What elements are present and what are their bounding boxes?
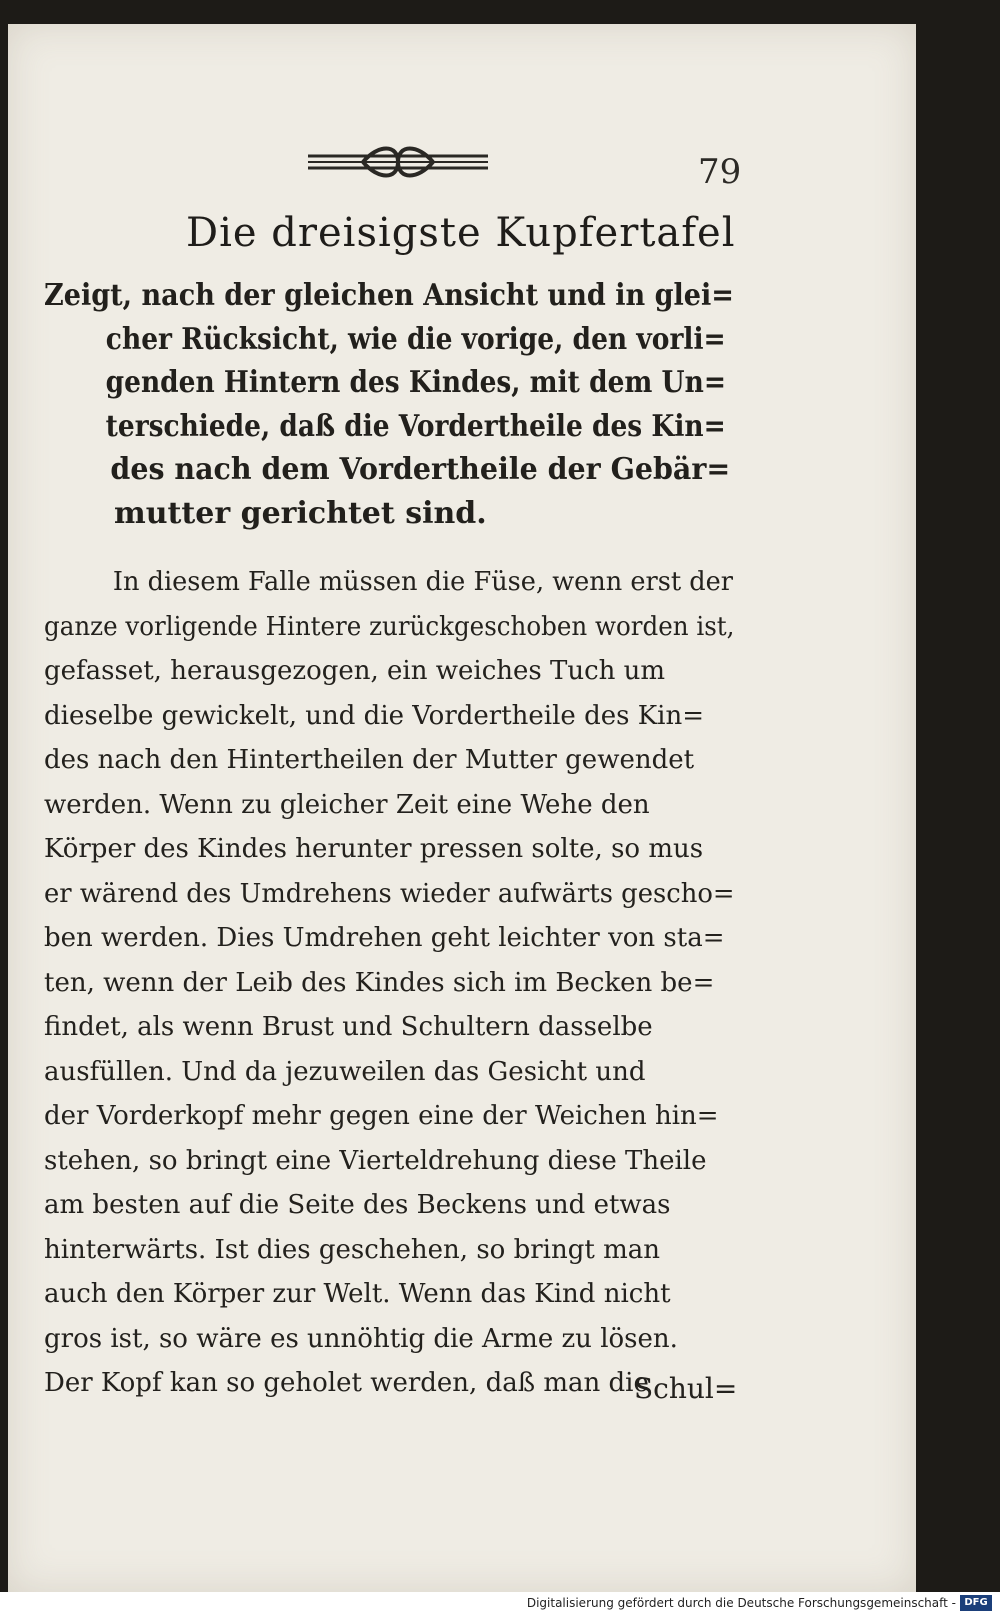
- book-page: [8, 24, 916, 1592]
- body-line: ten, wenn der Leib des Kindes sich im Becken be=: [44, 967, 715, 998]
- body-line: auch den Körper zur Welt. Wenn das Kind nicht: [44, 1279, 671, 1309]
- body-line: gros ist, so wäre es unnöhtig die Arme zu lösen.: [44, 1323, 678, 1354]
- body-line: findet, als wenn Brust und Schultern dasselbe: [44, 1012, 653, 1042]
- heading-line: Zeigt, nach der gleichen Ansicht und in glei=: [44, 278, 734, 313]
- body-line: er wärend des Umdrehens wieder aufwärts gescho=: [44, 878, 735, 909]
- body-line: Körper des Kindes herunter pressen solte, so mus: [44, 834, 704, 864]
- heading-line: genden Hintern des Kindes, mit dem Un=: [105, 365, 726, 400]
- body-line: ben werden. Dies Umdrehen geht leichter von sta=: [44, 923, 725, 953]
- body-line: Der Kopf kan so geholet werden, daß man die: [44, 1368, 649, 1398]
- plate-description: [44, 274, 734, 535]
- ornament-divider-icon: [308, 142, 488, 182]
- body-line: ausfüllen. Und da jezuweilen das Gesicht und: [44, 1056, 646, 1087]
- heading-line: mutter gerichtet sind.: [114, 495, 487, 531]
- body-line: ganze vorligende Hintere zurückgeschoben worden ist,: [44, 611, 735, 642]
- body-line: In diesem Falle müssen die Füse, wenn erst der: [112, 567, 733, 597]
- body-line: der Vorderkopf mehr gegen eine der Weichen hin=: [44, 1101, 719, 1131]
- funding-credit: Digitalisierung gefördert durch die Deutsche Forschungsgemeinschaft -: [526, 1596, 956, 1610]
- body-line: stehen, so bringt eine Vierteldrehung diese Theile: [44, 1145, 707, 1176]
- body-line: gefasset, herausgezogen, ein weiches Tuch um: [44, 656, 666, 686]
- heading-line: terschiede, daß die Vordertheile des Kin=: [105, 408, 726, 444]
- catchword: Schul=: [634, 1372, 738, 1405]
- heading-line: cher Rücksicht, wie die vorige, den vorli=: [105, 321, 726, 357]
- plate-title: Die dreisigste Kupfertafel: [186, 210, 736, 256]
- body-text: [44, 560, 734, 1406]
- body-line: am besten auf die Seite des Beckens und etwas: [44, 1190, 671, 1220]
- body-line: des nach den Hintertheilen der Mutter gewendet: [44, 745, 695, 775]
- body-line: hinterwärts. Ist dies geschehen, so bringt man: [44, 1234, 660, 1265]
- body-line: werden. Wenn zu gleicher Zeit eine Wehe den: [44, 789, 650, 820]
- body-line: dieselbe gewickelt, und die Vordertheile des Kin=: [44, 700, 704, 731]
- page-number: 79: [698, 152, 742, 192]
- heading-line: des nach dem Vordertheile der Gebär=: [110, 452, 731, 487]
- dfg-logo-icon: DFG: [960, 1595, 992, 1611]
